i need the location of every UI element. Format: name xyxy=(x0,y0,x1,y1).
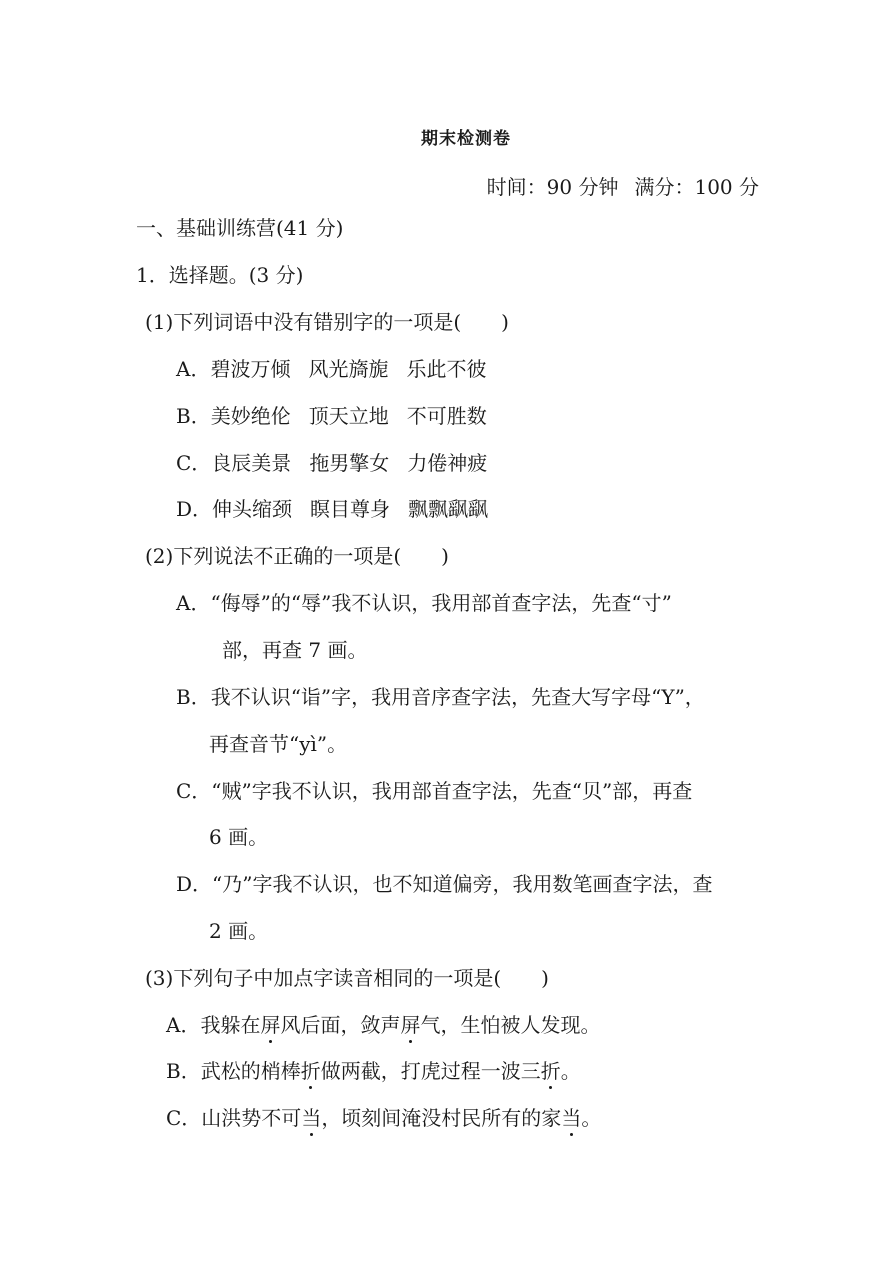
sentence-text: 。 xyxy=(560,1059,581,1083)
option-2b-line2: 再查音节“yì”。 xyxy=(209,732,348,756)
exam-meta xyxy=(487,171,759,200)
page-title: 期末检测卷 xyxy=(421,129,511,149)
question-1-stem: 1．选择题。(3 分) xyxy=(136,263,304,287)
sentence-text: C．山洪势不可 xyxy=(166,1106,302,1130)
option-2b-line1: B．我不认识“诣”字，我用音序查字法，先查大写字母“Y”， xyxy=(176,685,705,709)
option-3c xyxy=(166,1106,601,1130)
option-word: 美妙绝伦 xyxy=(210,404,291,428)
option-1d xyxy=(176,497,488,521)
sub-question-2-stem: (2)下列说法不正确的一项是( ) xyxy=(145,544,449,568)
option-2a-line2: 部，再查 7 画。 xyxy=(222,638,368,662)
option-2a-line1: A．“侮辱”的“辱”我不认识，我用部首查字法，先查“寸” xyxy=(176,591,672,615)
option-1c xyxy=(176,451,487,475)
option-2d-line1: D．“乃”字我不认识，也不知道偏旁，我用数笔画查字法，查 xyxy=(176,872,713,896)
option-1a xyxy=(176,357,486,381)
option-1b xyxy=(176,404,487,428)
option-2c-line1: C．“贼”字我不认识，我用部首查字法，先查“贝”部，再查 xyxy=(176,779,693,803)
sentence-text: ，顷刻间淹没村民所有的家 xyxy=(321,1106,562,1130)
dotted-character: 当 xyxy=(301,1106,322,1130)
sentence-text: 。 xyxy=(581,1106,602,1130)
sentence-text: 气，生怕被人发现。 xyxy=(420,1013,601,1037)
sentence-text: 做两截，打虎过程一波三 xyxy=(320,1059,541,1083)
option-3b xyxy=(166,1059,581,1083)
option-2c-line2: 6 画。 xyxy=(209,825,269,849)
option-letter: A． xyxy=(176,357,211,381)
sub-question-1-stem: (1)下列词语中没有错别字的一项是( ) xyxy=(145,310,509,334)
time-limit: 时间：90 分钟 xyxy=(486,175,619,199)
option-word: 良辰美景 xyxy=(211,451,292,475)
option-word: 瞑目尊身 xyxy=(310,497,391,521)
dotted-character: 折 xyxy=(540,1059,561,1083)
option-word: 伸头缩颈 xyxy=(212,497,293,521)
section-heading: 一、基础训练营(41 分) xyxy=(136,216,344,240)
dotted-character: 折 xyxy=(300,1059,321,1083)
option-word: 风光旖旎 xyxy=(308,357,389,381)
full-score: 满分：100 分 xyxy=(634,175,759,199)
sentence-text: 风后面，敛声 xyxy=(280,1013,401,1037)
option-letter: C． xyxy=(176,451,212,475)
dotted-character: 当 xyxy=(561,1106,582,1130)
option-3a xyxy=(166,1013,600,1037)
option-word: 乐此不彼 xyxy=(406,357,487,381)
option-word: 碧波万倾 xyxy=(210,357,291,381)
sub-question-3-stem: (3)下列句子中加点字读音相同的一项是( ) xyxy=(145,966,549,990)
option-word: 顶天立地 xyxy=(308,404,389,428)
option-word: 飘飘飖飖 xyxy=(408,497,489,521)
option-word: 力倦神疲 xyxy=(407,451,488,475)
dotted-character: 屏 xyxy=(260,1013,281,1037)
sentence-text: A．我躲在 xyxy=(166,1013,261,1037)
option-word: 不可胜数 xyxy=(406,404,487,428)
dotted-character: 屏 xyxy=(400,1013,421,1037)
option-letter: B． xyxy=(176,404,211,428)
option-letter: D． xyxy=(176,497,213,521)
sentence-text: B．武松的梢棒 xyxy=(166,1059,301,1083)
option-2d-line2: 2 画。 xyxy=(209,919,269,943)
option-word: 拖男擎女 xyxy=(309,451,390,475)
